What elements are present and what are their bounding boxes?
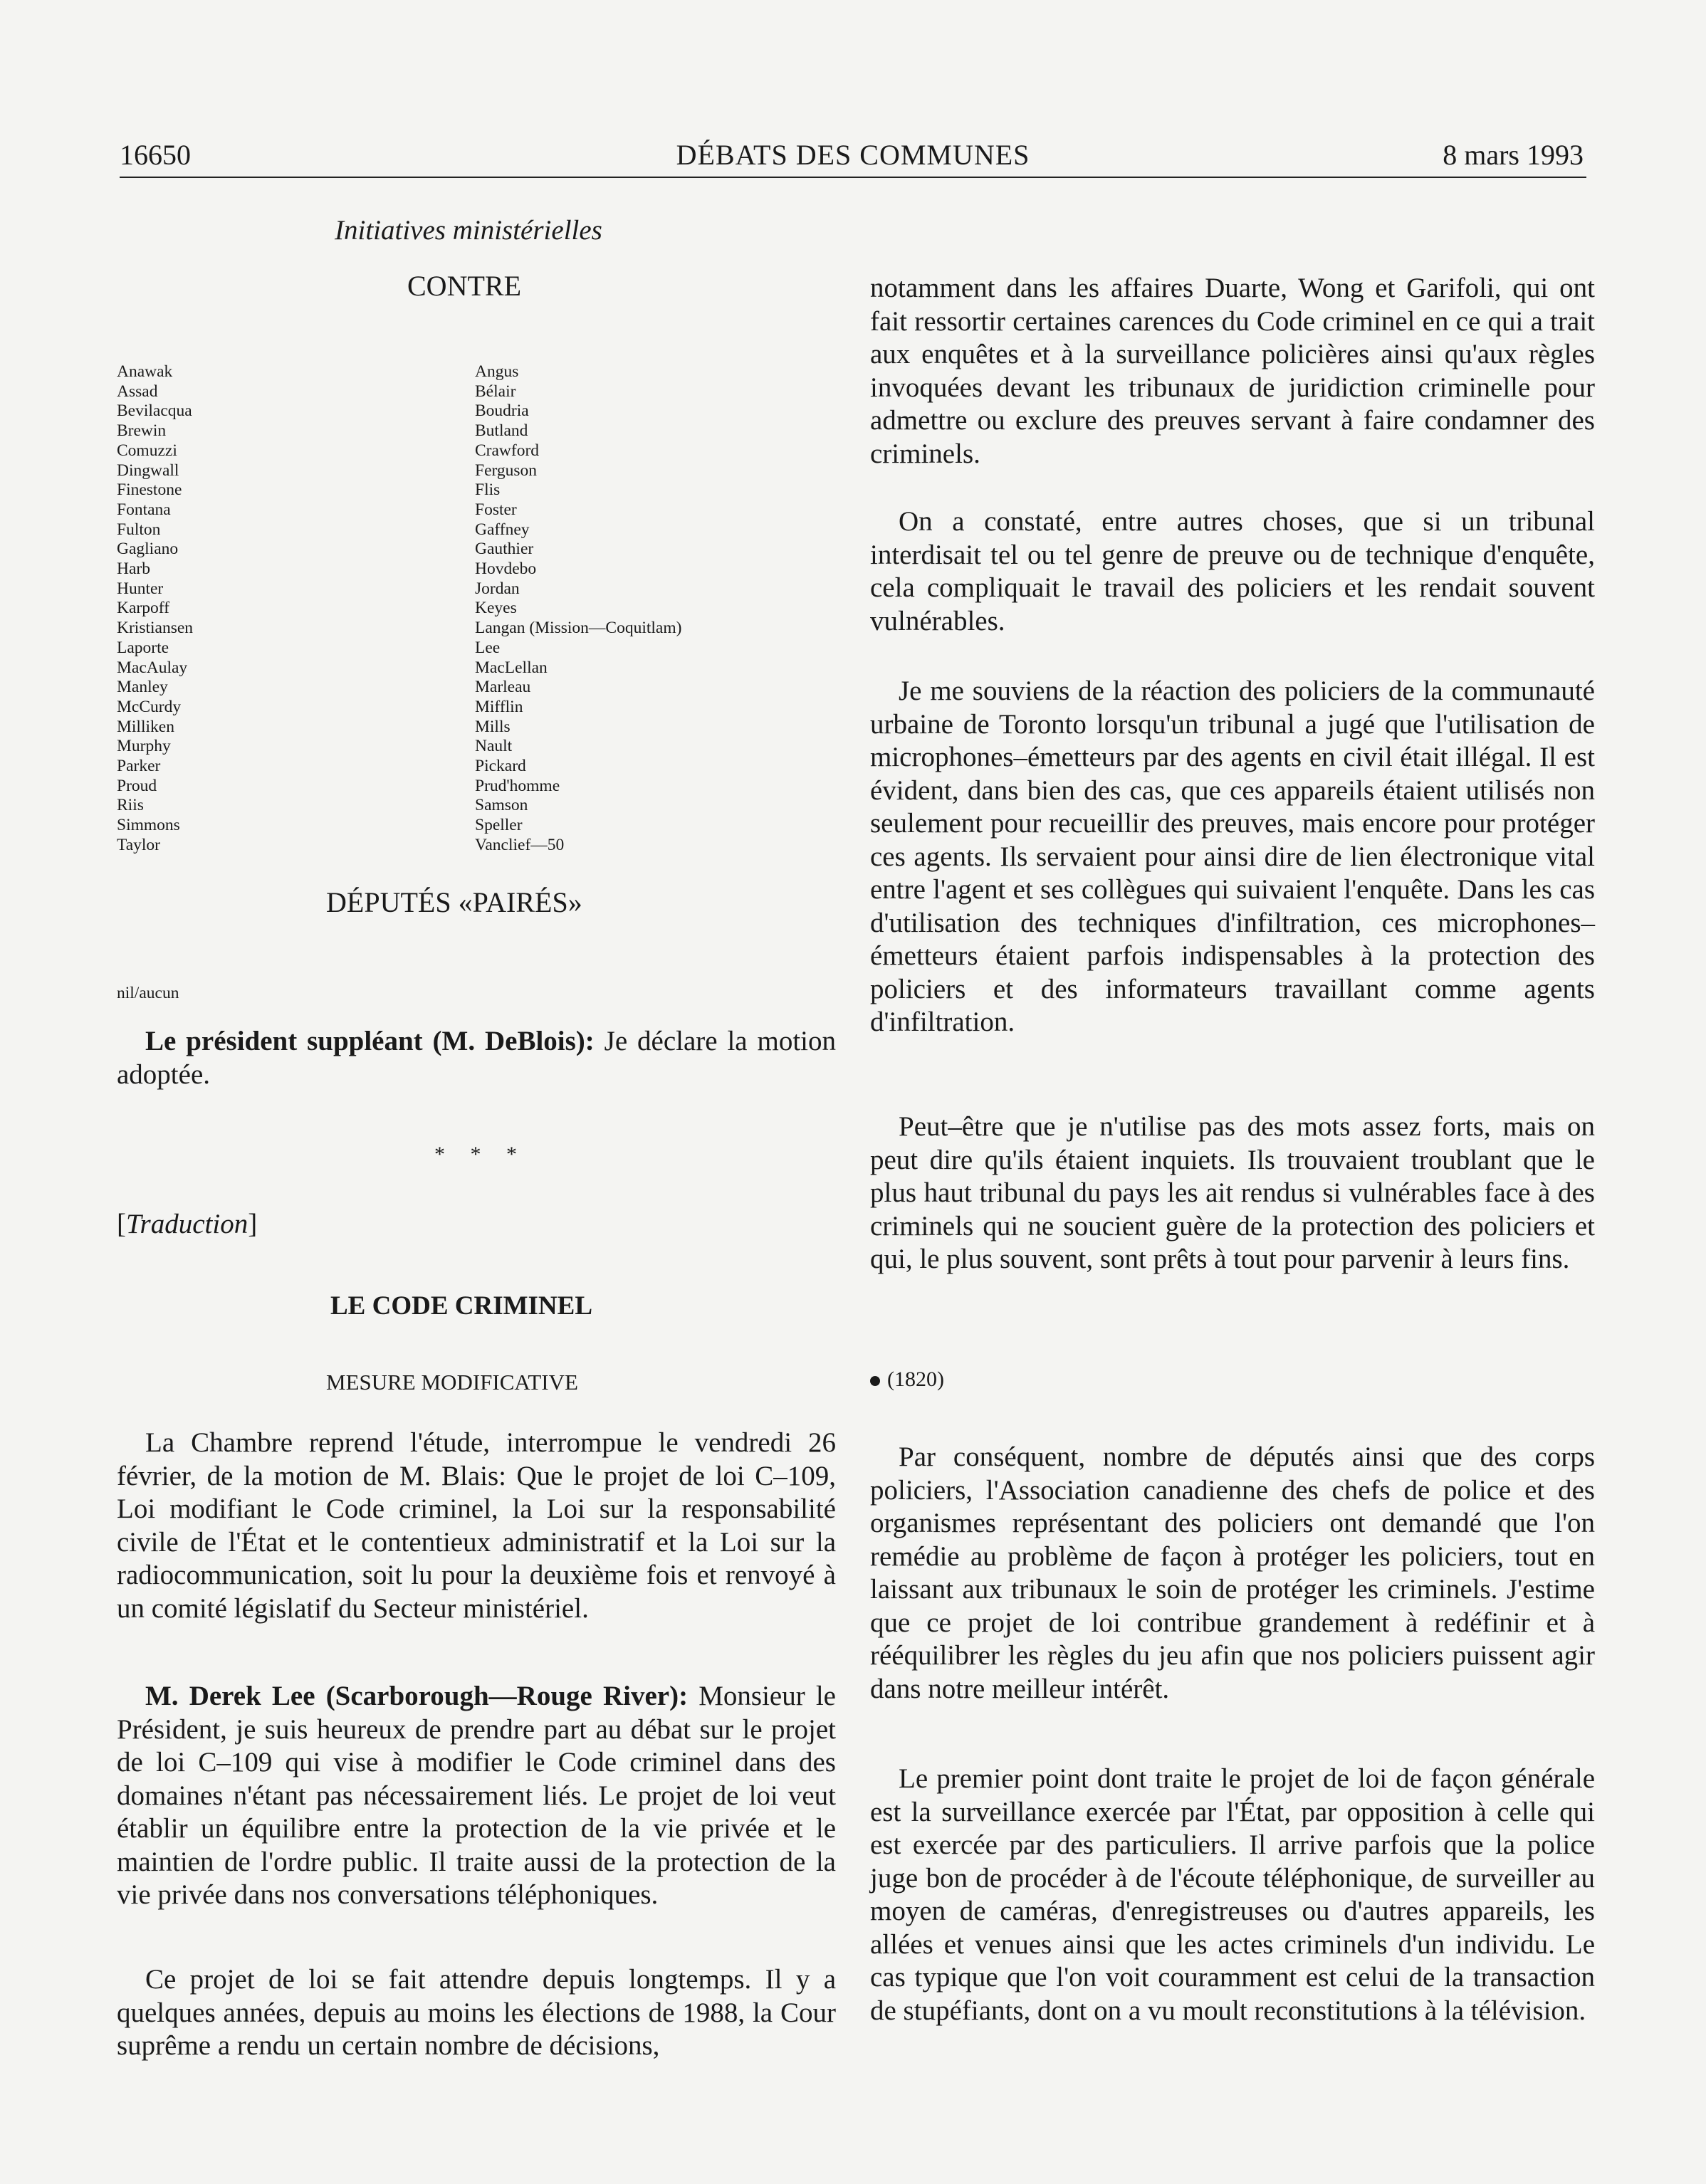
member-name: Pickard [475,757,526,776]
names-list-col1 [117,362,193,856]
member-name: Taylor [117,835,160,854]
statement-text: Je déclare la motion adoptée. [117,1026,837,1090]
paragraph-projet: Ce projet de loi se fait attendre depuis longtemps. Il y a quelques années, depuis au moins les élections de 1988, la Cour suprême a rendu un certain nombre de décisions, [117,1964,836,2061]
paragraph-right-1: notamment dans les affaires Duarte, Wong et Garifoli, qui ont fait ressortir certaines carences du Code criminel en ce qui a trait aux enquêtes et à la surveillance policières ainsi qu'aux règles invoquées devant les tribunaux de juridiction criminelle pour admettre ou exclure des preuves servant à faire condamner des criminels. [870,273,1595,469]
traduction-label: [Traduction] [117,1209,258,1239]
member-name: Finestone [117,481,182,500]
member-name: Mills [475,717,511,736]
member-name: Murphy [117,737,171,756]
paires-none: nil/aucun [117,984,179,1002]
speaker-name: M. Derek Lee (Scarborough—Rouge River): [145,1681,689,1711]
member-name: Laporte [117,638,169,657]
member-name: Speller [475,816,523,835]
time-text: (1820) [887,1367,944,1391]
contre-heading: CONTRE [407,270,521,302]
member-name: Karpoff [117,599,169,618]
member-name: Ferguson [475,461,538,480]
member-name: Gagliano [117,540,179,559]
member-name: Keyes [475,599,517,618]
member-name: Anawak [117,362,173,381]
member-name: Langan (Mission—Coquitlam) [475,619,682,638]
paragraph-right-4: Peut–être que je n'utilise pas des mots assez forts, mais on peut dire qu'ils étaient inquiets. Ils trouvaient troublant que le plus haut tribunal du pays les ait rendus si vulnérables face à des criminels qui ne soucient guère de la protection des policiers et qui, le plus souvent, sont prêts à tout pour parvenir à leurs fins. [870,1111,1595,1274]
time-marker [870,1365,944,1394]
paragraph-right-5: Par conséquent, nombre de députés ainsi que des corps policiers, l'Association canadienne des chefs de police et des organismes représentant des policiers ont demandé que l'on remédie au problème de façon à protéger les policiers, tout en laissant aux tribunaux le soin de protéger les criminels. J'estime que ce projet de loi contribue grandement à redéfinir et à rééquilibrer les règles du jeu afin que nos policiers puissent agir dans notre meilleur intérêt. [870,1442,1595,1704]
bullet-icon [870,1376,880,1386]
member-name: Brewin [117,421,167,441]
member-name: Samson [475,796,528,815]
speaker-name: Le président suppléant (M. DeBlois): [145,1026,595,1056]
member-name: Flis [475,481,501,500]
member-name: Kristiansen [117,619,194,638]
mesure-heading: MESURE MODIFICATIVE [326,1370,578,1395]
member-name: Boudria [475,401,529,421]
paragraph-right-6: Le premier point dont traite le projet de loi de façon générale est la surveillance exercée par l'État, par opposition à celle qui est exercée par des particuliers. Il arrive parfois que la police juge bon de procéder à de l'écoute téléphonique, de surveiller au moyen de caméras, d'enregistreuses ou d'autres appareils, les allées et venues ainsi que les actes criminels d'un individu. Le cas typique que l'on voit couramment est celui de la transaction de stupéfiants, dont on a vu moult reconstitutions à la télévision. [870,1763,1595,2026]
member-name: Harb [117,560,150,579]
member-name: Hunter [117,579,164,598]
paragraph-lee [117,1680,836,1912]
member-name: Milliken [117,717,174,736]
president-statement [117,1025,836,1091]
member-name: Jordan [475,579,520,598]
section-label: Initiatives ministérielles [335,215,602,246]
member-name: Vanclief—50 [475,835,565,854]
member-name: Parker [117,757,161,776]
member-name: Lee [475,638,501,657]
member-name: Bélair [475,382,516,401]
member-name: Crawford [475,441,540,460]
publication-date: 8 mars 1993 [1443,139,1584,171]
publication-title: DÉBATS DES COMMUNES [676,139,1030,171]
code-heading: LE CODE CRIMINEL [330,1291,592,1321]
member-name: Fontana [117,500,171,519]
member-name: MacLellan [475,658,548,677]
member-name: Bevilacqua [117,401,192,421]
member-name: Manley [117,678,168,697]
member-name: Gauthier [475,540,534,559]
member-name: Angus [475,362,519,381]
paragraph-reprend: La Chambre reprend l'étude, interrompue le vendredi 26 février, de la motion de M. Blais: Que le projet de loi C–109, Loi modifiant le Code criminel, la Loi sur la responsabilité civile de l'État et le contentieux administratif et la Loi sur la radiocommunication, soit lu pour la deuxième fois et renvoyé à un comité législatif du Secteur ministériel. [117,1427,836,1624]
member-name: Assad [117,382,158,401]
paires-heading: DÉPUTÉS «PAIRÉS» [326,886,582,918]
member-name: Comuzzi [117,441,177,460]
member-name: Butland [475,421,528,441]
member-name: Dingwall [117,461,179,480]
paragraph-right-3: Je me souviens de la réaction des policiers de la communauté urbaine de Toronto lorsqu'un tribunal a jugé que l'utilisation de microphones–émetteurs par des agents en civil était illégal. Il est évident, dans bien des cas, que ces appareils étaient utilisés non seulement pour recueillir des preuves, mais encore pour protéger ces agents. Ils servaient pour ainsi dire de lien électronique vital entre l'agent et ses collègues qui suivaient l'enquête. Dans les cas d'utilisation des techniques d'infiltration, ces microphones–émetteurs étaient parfois indispensables à la protection des policiers et des informateurs travaillant comme agents d'infiltration. [870,676,1595,1037]
section-separator: * * * [434,1143,527,1166]
page-header [120,134,1586,178]
page-number: 16650 [120,139,191,171]
member-name: Simmons [117,816,180,835]
member-name: MacAulay [117,658,188,677]
member-name: Riis [117,796,144,815]
member-name: Proud [117,776,157,795]
paragraph-right-2: On a constaté, entre autres choses, que si un tribunal interdisait tel ou tel genre de preuve ou de technique d'enquête, cela compliquait le travail des policiers et les rendait souvent vulnérables. [870,506,1595,636]
member-name: Mifflin [475,697,523,716]
member-name: Nault [475,737,513,756]
member-name: McCurdy [117,697,182,716]
member-name: Prud'homme [475,776,560,795]
member-name: Fulton [117,520,161,539]
member-name: Foster [475,500,517,519]
names-list-col2 [475,362,681,856]
member-name: Marleau [475,678,531,697]
member-name: Hovdebo [475,560,537,579]
speech-text: Monsieur le Président, je suis heureux de prendre part au débat sur le projet de loi C–109 qui vise à modifier le Code criminel dans des domaines n'étant pas nécessairement liés. Le projet de loi veut établir un équilibre entre la protection de la vie privée et le maintien de l'ordre public. Il traite aussi de la protection de la vie privée dans nos conversations téléphoniques. [117,1681,836,1910]
member-name: Gaffney [475,520,530,539]
